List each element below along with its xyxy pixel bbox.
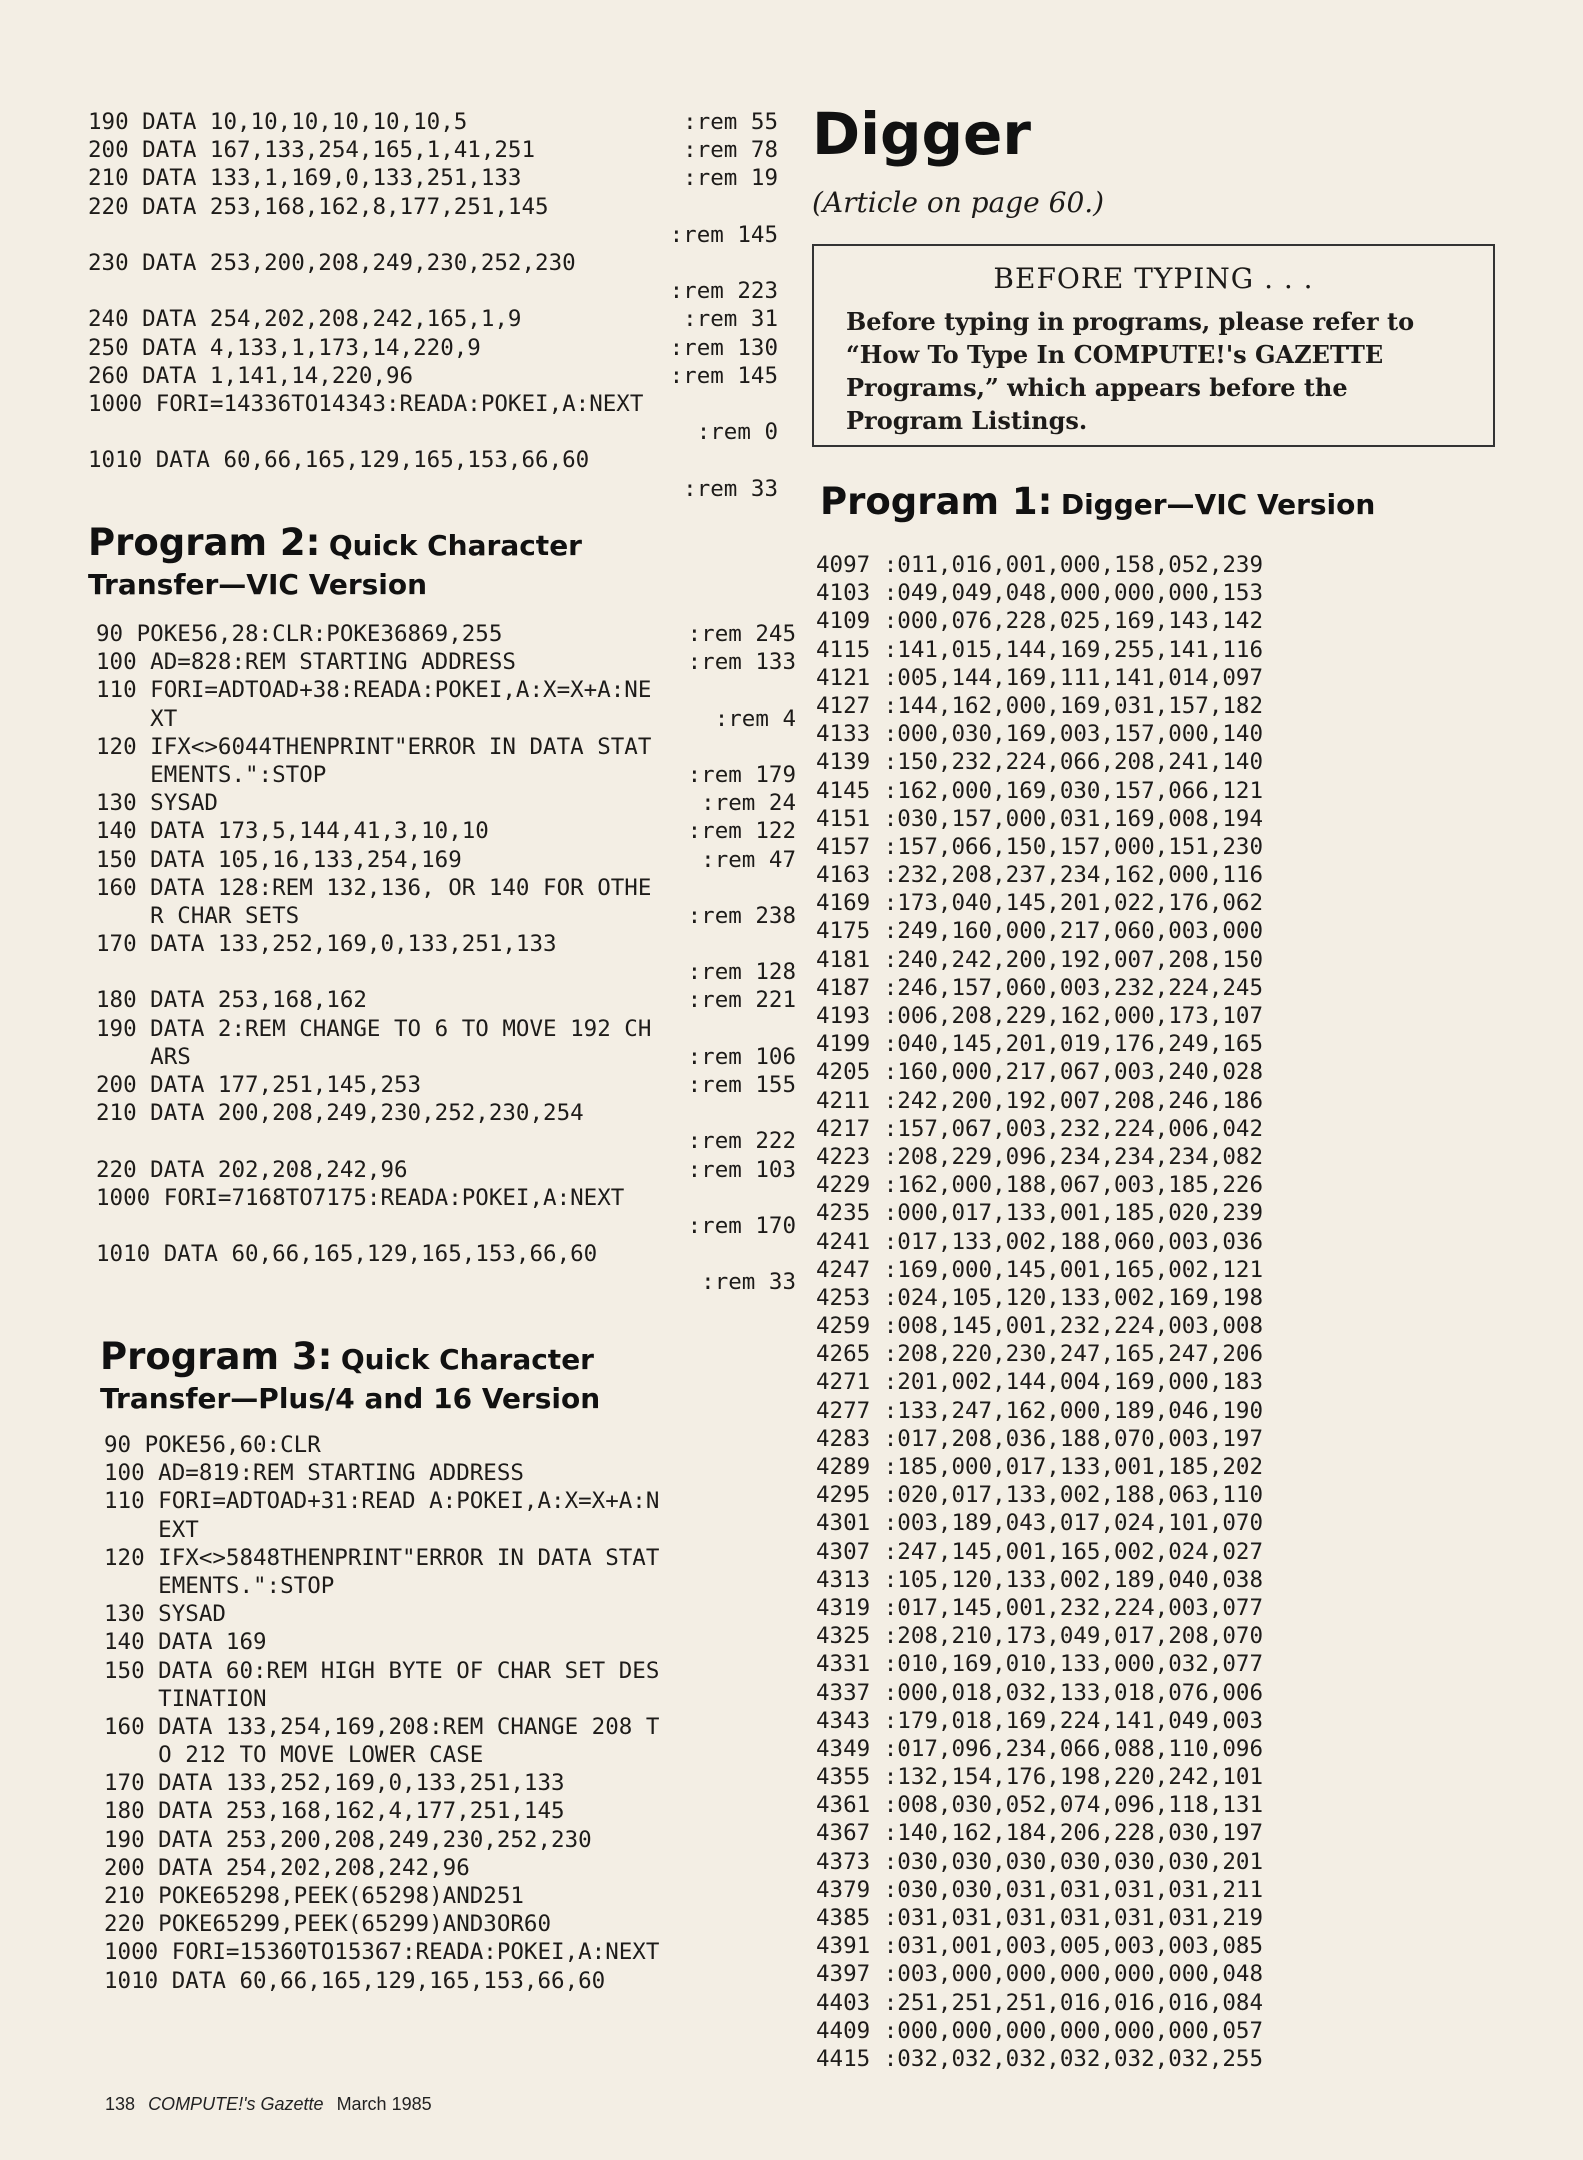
code-line xyxy=(96,1043,796,1071)
code-line xyxy=(88,164,778,192)
program-2-listing xyxy=(96,620,796,1297)
code-line xyxy=(816,1284,1396,1312)
rem-checksum: :rem 122 xyxy=(687,818,796,845)
code-text: 4415 :032,032,032,032,032,032,255 xyxy=(816,2045,1264,2072)
code-line xyxy=(104,1826,794,1854)
code-text: 4319 :017,145,001,232,224,003,077 xyxy=(816,1594,1264,1621)
code-line xyxy=(816,1397,1396,1425)
code-text: R CHAR SETS xyxy=(96,902,300,929)
code-line xyxy=(96,902,796,930)
code-line xyxy=(816,1707,1396,1735)
code-line xyxy=(104,1797,794,1825)
code-line xyxy=(816,1481,1396,1509)
code-line xyxy=(816,1566,1396,1594)
code-line xyxy=(816,1538,1396,1566)
code-line xyxy=(96,620,796,648)
rem-checksum: :rem 155 xyxy=(687,1072,796,1099)
code-line xyxy=(816,1848,1396,1876)
code-text: 4349 :017,096,234,066,088,110,096 xyxy=(816,1735,1264,1762)
code-text: 4409 :000,000,000,000,000,000,057 xyxy=(816,2017,1264,2044)
code-text: 4103 :049,049,048,000,000,000,153 xyxy=(816,580,1264,607)
code-line xyxy=(104,1628,794,1656)
code-text: 260 DATA 1,141,14,220,96 xyxy=(88,362,414,389)
code-text: 120 IFX<>5848THENPRINT"ERROR IN DATA STAT xyxy=(104,1544,660,1571)
code-text: 4211 :242,200,192,007,208,246,186 xyxy=(816,1087,1264,1114)
code-text: 4127 :144,162,000,169,031,157,182 xyxy=(816,692,1264,719)
code-line xyxy=(88,193,778,249)
rem-checksum: :rem 145 xyxy=(669,362,778,389)
page-number: 138 xyxy=(105,2094,136,2114)
code-text: 4193 :006,208,229,162,000,173,107 xyxy=(816,1003,1264,1029)
code-line xyxy=(816,1368,1396,1396)
code-text: 4391 :031,001,003,005,003,003,085 xyxy=(816,1933,1264,1960)
code-text: 90 POKE56,28:CLR:POKE36869,255 xyxy=(96,621,503,647)
code-line xyxy=(816,1622,1396,1650)
code-text: 140 DATA 173,5,144,41,3,10,10 xyxy=(96,818,489,845)
program-3-subtitle: Transfer—Plus/4 and 16 Version xyxy=(100,1382,601,1415)
rem-checksum: :rem 222 xyxy=(687,1128,796,1155)
code-line xyxy=(96,846,796,874)
code-text: 110 FORI=ADTOAD+31:READ A:POKEI,A:X=X+A:N xyxy=(104,1488,660,1515)
code-line xyxy=(816,2045,1396,2073)
code-text: 190 DATA 2:REM CHANGE TO 6 TO MOVE 192 CH xyxy=(96,1015,652,1042)
code-text: 4205 :160,000,217,067,003,240,028 xyxy=(816,1059,1264,1086)
before-typing-box xyxy=(812,244,1495,447)
rem-checksum: :rem 245 xyxy=(687,621,796,647)
code-text: 4229 :162,000,188,067,003,185,226 xyxy=(816,1172,1264,1199)
code-text: 90 POKE56,60:CLR xyxy=(104,1432,321,1458)
code-text: 220 DATA 202,208,242,96 xyxy=(96,1156,408,1183)
rem-checksum: :rem 33 xyxy=(701,1269,796,1296)
rem-checksum: :rem 19 xyxy=(683,165,778,192)
code-line xyxy=(816,1087,1396,1115)
program-3-listing xyxy=(104,1431,794,1995)
rem-checksum: :rem 221 xyxy=(687,987,796,1014)
code-line xyxy=(88,305,778,333)
code-text: 200 DATA 254,202,208,242,96 xyxy=(104,1854,470,1881)
code-line xyxy=(88,446,778,502)
rem-checksum: :rem 4 xyxy=(714,705,796,732)
code-line xyxy=(88,390,778,446)
code-text: 4181 :240,242,200,192,007,208,150 xyxy=(816,946,1264,973)
code-line xyxy=(816,974,1396,1002)
code-text: 4247 :169,000,145,001,165,002,121 xyxy=(816,1256,1264,1283)
code-line xyxy=(816,551,1396,579)
code-text: 4307 :247,145,001,165,002,024,027 xyxy=(816,1538,1264,1565)
code-text: 1010 DATA 60,66,165,129,165,153,66,60 xyxy=(104,1967,606,1994)
code-text: 150 DATA 60:REM HIGH BYTE OF CHAR SET DES xyxy=(104,1657,660,1684)
code-line xyxy=(96,761,796,789)
code-line xyxy=(816,720,1396,748)
code-text: 4157 :157,066,150,157,000,151,230 xyxy=(816,833,1264,860)
code-line xyxy=(88,334,778,362)
code-text: 4151 :030,157,000,031,169,008,194 xyxy=(816,805,1264,832)
code-text: 4403 :251,251,251,016,016,016,084 xyxy=(816,1989,1264,2016)
code-line xyxy=(816,664,1396,692)
code-text: 4295 :020,017,133,002,188,063,110 xyxy=(816,1482,1264,1509)
code-text: 4175 :249,160,000,217,060,003,000 xyxy=(816,918,1264,945)
code-line xyxy=(96,1156,796,1184)
code-text: 160 DATA 133,254,169,208:REM CHANGE 208 T xyxy=(104,1713,660,1740)
code-line xyxy=(88,249,778,305)
code-text: 140 DATA 169 xyxy=(104,1629,267,1656)
code-text: 230 DATA 253,200,208,249,230,252,230 xyxy=(88,249,576,276)
code-text: ARS xyxy=(96,1043,191,1070)
rem-checksum: :rem 238 xyxy=(687,902,796,929)
rem-checksum: :rem 103 xyxy=(687,1156,796,1183)
code-text: 4343 :179,018,169,224,141,049,003 xyxy=(816,1707,1264,1734)
program-1-label: Program 1: xyxy=(820,480,1053,523)
code-text: 190 DATA 10,10,10,10,10,10,5 xyxy=(88,109,468,135)
code-text: 4265 :208,220,230,247,165,247,206 xyxy=(816,1341,1264,1368)
article-title: Digger xyxy=(812,100,1032,168)
code-text: 180 DATA 253,168,162,4,177,251,145 xyxy=(104,1798,565,1825)
code-line xyxy=(104,1882,794,1910)
code-text: 100 AD=828:REM STARTING ADDRESS xyxy=(96,649,516,676)
code-text: 4385 :031,031,031,031,031,031,219 xyxy=(816,1905,1264,1931)
code-text: 4133 :000,030,169,003,157,000,140 xyxy=(816,721,1264,748)
program-3-title: Quick Character xyxy=(340,1343,594,1376)
code-line xyxy=(816,1058,1396,1086)
code-line xyxy=(816,889,1396,917)
code-text: 4361 :008,030,052,074,096,118,131 xyxy=(816,1792,1264,1819)
code-text: 4259 :008,145,001,232,224,003,008 xyxy=(816,1313,1264,1340)
code-line xyxy=(816,748,1396,776)
code-line xyxy=(816,1425,1396,1453)
code-text: 4121 :005,144,169,111,141,014,097 xyxy=(816,664,1264,691)
code-text: 130 SYSAD xyxy=(104,1601,226,1628)
before-typing-body: Before typing in programs, please refer to “How To Type In COMPUTE!'s GAZETTE Programs,” which appears before the Program Listings. xyxy=(846,307,1415,435)
code-text: 4373 :030,030,030,030,030,030,201 xyxy=(816,1848,1264,1875)
code-line xyxy=(96,1240,796,1296)
code-line xyxy=(816,607,1396,635)
code-text: 4223 :208,229,096,234,234,234,082 xyxy=(816,1143,1264,1170)
code-line xyxy=(96,986,796,1014)
code-line xyxy=(88,108,778,136)
code-text: 160 DATA 128:REM 132,136, OR 140 FOR OTHE xyxy=(96,874,652,901)
code-text: 4115 :141,015,144,169,255,141,116 xyxy=(816,636,1264,663)
digger-machine-listing xyxy=(816,551,1396,2073)
code-line xyxy=(816,1904,1396,1932)
code-line xyxy=(104,1657,794,1685)
code-line xyxy=(96,733,796,761)
code-line xyxy=(816,1115,1396,1143)
code-text: 210 POKE65298,PEEK(65298)AND251 xyxy=(104,1883,524,1909)
code-line xyxy=(96,705,796,733)
code-line xyxy=(816,1228,1396,1256)
code-text: 220 POKE65299,PEEK(65299)AND3OR60 xyxy=(104,1911,552,1938)
magazine-name: COMPUTE!'s Gazette xyxy=(148,2094,324,2114)
code-text: 4145 :162,000,169,030,157,066,121 xyxy=(816,777,1264,804)
code-text: 4217 :157,067,003,232,224,006,042 xyxy=(816,1115,1264,1142)
code-text: 4277 :133,247,162,000,189,046,190 xyxy=(816,1397,1264,1424)
code-text: 1010 DATA 60,66,165,129,165,153,66,60 xyxy=(96,1241,598,1268)
program-1-tail-listing xyxy=(88,108,778,503)
code-line xyxy=(88,362,778,390)
code-line xyxy=(816,1932,1396,1960)
code-text: 200 DATA 167,133,254,165,1,41,251 xyxy=(88,137,536,164)
code-line xyxy=(96,1184,796,1240)
code-text: 4367 :140,162,184,206,228,030,197 xyxy=(816,1820,1264,1847)
code-text: 4241 :017,133,002,188,060,003,036 xyxy=(816,1228,1264,1255)
code-text: EMENTS.":STOP xyxy=(96,761,327,788)
code-line xyxy=(96,648,796,676)
rem-checksum: :rem 0 xyxy=(696,419,778,446)
code-text: 4313 :105,120,133,002,189,040,038 xyxy=(816,1566,1264,1593)
code-text: 110 FORI=ADTOAD+38:READA:POKEI,A:X=X+A:NE xyxy=(96,677,652,704)
rem-checksum: :rem 55 xyxy=(683,109,778,135)
rem-checksum: :rem 47 xyxy=(701,846,796,873)
code-line xyxy=(816,1143,1396,1171)
code-text: 100 AD=819:REM STARTING ADDRESS xyxy=(104,1460,524,1487)
code-text: 1000 FORI=7168TO7175:READA:POKEI,A:NEXT xyxy=(96,1184,625,1211)
code-text: 1000 FORI=15360TO15367:READA:POKEI,A:NEXT xyxy=(104,1939,660,1966)
program-1-title: Digger—VIC Version xyxy=(1060,488,1376,521)
code-text: 4289 :185,000,017,133,001,185,202 xyxy=(816,1454,1264,1480)
code-line xyxy=(816,1819,1396,1847)
code-text: 4169 :173,040,145,201,022,176,062 xyxy=(816,890,1264,917)
code-text: 1000 FORI=14336TO14343:READA:POKEI,A:NEXT xyxy=(88,390,644,417)
program-1-heading xyxy=(820,480,1375,523)
code-text: 1010 DATA 60,66,165,129,165,153,66,60 xyxy=(88,447,590,474)
code-text: 220 DATA 253,168,162,8,177,251,145 xyxy=(88,193,549,220)
code-line xyxy=(816,777,1396,805)
article-reference: (Article on page 60.) xyxy=(812,186,1105,219)
code-text: 4109 :000,076,228,025,169,143,142 xyxy=(816,608,1264,635)
code-text: 120 IFX<>6044THENPRINT"ERROR IN DATA STAT xyxy=(96,733,652,760)
code-line xyxy=(816,1735,1396,1763)
code-text: 170 DATA 133,252,169,0,133,251,133 xyxy=(104,1770,565,1797)
code-text: 4283 :017,208,036,188,070,003,197 xyxy=(816,1425,1264,1452)
code-text: 4331 :010,169,010,133,000,032,077 xyxy=(816,1651,1264,1678)
code-line xyxy=(104,1600,794,1628)
code-line xyxy=(816,805,1396,833)
rem-checksum: :rem 130 xyxy=(669,334,778,361)
rem-checksum: :rem 78 xyxy=(683,137,778,164)
code-line xyxy=(816,2017,1396,2045)
code-line xyxy=(816,1256,1396,1284)
code-line xyxy=(96,789,796,817)
code-line xyxy=(816,1030,1396,1058)
code-line xyxy=(816,636,1396,664)
code-line xyxy=(816,1171,1396,1199)
program-2-label: Program 2: xyxy=(88,521,321,564)
code-text: 150 DATA 105,16,133,254,169 xyxy=(96,846,462,873)
code-text: 250 DATA 4,133,1,173,14,220,9 xyxy=(88,334,481,361)
code-line xyxy=(816,946,1396,974)
code-text: 4325 :208,210,173,049,017,208,070 xyxy=(816,1623,1264,1650)
code-line xyxy=(816,1340,1396,1368)
code-line xyxy=(816,917,1396,945)
code-line xyxy=(816,1763,1396,1791)
code-line xyxy=(104,1769,794,1797)
code-line xyxy=(816,1960,1396,1988)
issue-date: March 1985 xyxy=(336,2094,432,2114)
code-text: 4379 :030,030,031,031,031,031,211 xyxy=(816,1876,1264,1903)
code-text: 4301 :003,189,043,017,024,101,070 xyxy=(816,1510,1264,1537)
code-text: 180 DATA 253,168,162 xyxy=(96,987,367,1014)
program-3-heading xyxy=(100,1335,600,1415)
code-text: TINATION xyxy=(104,1685,267,1712)
rem-checksum: :rem 33 xyxy=(683,475,778,502)
code-text: EXT xyxy=(104,1516,199,1543)
code-text: 4337 :000,018,032,133,018,076,006 xyxy=(816,1679,1264,1706)
rem-checksum: :rem 128 xyxy=(687,959,796,986)
code-text: 210 DATA 133,1,169,0,133,251,133 xyxy=(88,165,522,192)
code-line xyxy=(96,930,796,986)
code-text: XT xyxy=(96,705,178,732)
code-line xyxy=(96,1015,796,1043)
code-line xyxy=(96,874,796,902)
rem-checksum: :rem 170 xyxy=(687,1213,796,1240)
rem-checksum: :rem 133 xyxy=(687,649,796,676)
code-text: O 212 TO MOVE LOWER CASE xyxy=(104,1742,484,1769)
code-line xyxy=(816,1791,1396,1819)
code-line xyxy=(104,1431,794,1459)
code-line xyxy=(104,1572,794,1600)
code-text: 4097 :011,016,001,000,158,052,239 xyxy=(816,552,1264,578)
code-line xyxy=(816,1594,1396,1622)
code-text: 170 DATA 133,252,169,0,133,251,133 xyxy=(96,931,557,958)
page-footer xyxy=(105,2094,432,2115)
code-text: 4187 :246,157,060,003,232,224,245 xyxy=(816,974,1264,1001)
code-line xyxy=(104,1544,794,1572)
code-line xyxy=(816,692,1396,720)
code-line xyxy=(816,1679,1396,1707)
code-text: 190 DATA 253,200,208,249,230,252,230 xyxy=(104,1826,592,1853)
code-line xyxy=(104,1741,794,1769)
code-line xyxy=(816,833,1396,861)
code-line xyxy=(104,1910,794,1938)
code-line xyxy=(816,1002,1396,1030)
code-line xyxy=(104,1487,794,1515)
rem-checksum: :rem 145 xyxy=(669,221,778,248)
code-text: 200 DATA 177,251,145,253 xyxy=(96,1072,422,1099)
code-line xyxy=(816,1650,1396,1678)
code-text: 4271 :201,002,144,004,169,000,183 xyxy=(816,1369,1264,1396)
rem-checksum: :rem 106 xyxy=(687,1043,796,1070)
code-text: 4163 :232,208,237,234,162,000,116 xyxy=(816,862,1264,889)
code-text: 4199 :040,145,201,019,176,249,165 xyxy=(816,1031,1264,1058)
code-line xyxy=(104,1516,794,1544)
code-line xyxy=(816,861,1396,889)
code-text: 210 DATA 200,208,249,230,252,230,254 xyxy=(96,1100,584,1127)
code-line xyxy=(104,1967,794,1995)
rem-checksum: :rem 223 xyxy=(669,278,778,305)
code-line xyxy=(816,579,1396,607)
program-3-label: Program 3: xyxy=(100,1335,333,1378)
rem-checksum: :rem 179 xyxy=(687,761,796,788)
code-line xyxy=(104,1459,794,1487)
code-line xyxy=(816,1453,1396,1481)
rem-checksum: :rem 31 xyxy=(683,306,778,333)
code-line xyxy=(104,1854,794,1882)
code-text: 4253 :024,105,120,133,002,169,198 xyxy=(816,1284,1264,1311)
program-2-title: Quick Character xyxy=(328,529,582,562)
code-line xyxy=(96,676,796,704)
code-line xyxy=(104,1938,794,1966)
code-text: 4355 :132,154,176,198,220,242,101 xyxy=(816,1764,1264,1791)
code-text: 130 SYSAD xyxy=(96,790,218,817)
program-2-heading xyxy=(88,521,582,601)
code-text: 4139 :150,232,224,066,208,241,140 xyxy=(816,749,1264,776)
code-text: 4397 :003,000,000,000,000,000,048 xyxy=(816,1961,1264,1988)
code-text: 4235 :000,017,133,001,185,020,239 xyxy=(816,1200,1264,1227)
code-line xyxy=(96,1099,796,1155)
before-typing-heading: BEFORE TYPING . . . xyxy=(993,262,1314,295)
code-line xyxy=(104,1713,794,1741)
rem-checksum: :rem 24 xyxy=(701,790,796,817)
code-line xyxy=(96,817,796,845)
code-line xyxy=(816,1989,1396,2017)
code-line xyxy=(88,136,778,164)
code-text: EMENTS.":STOP xyxy=(104,1572,335,1599)
code-line xyxy=(816,1312,1396,1340)
code-line xyxy=(816,1876,1396,1904)
program-2-subtitle: Transfer—VIC Version xyxy=(88,568,428,601)
code-line xyxy=(96,1071,796,1099)
code-line xyxy=(104,1685,794,1713)
code-text: 240 DATA 254,202,208,242,165,1,9 xyxy=(88,306,522,333)
code-line xyxy=(816,1509,1396,1537)
right-column xyxy=(812,100,1512,2072)
code-line xyxy=(816,1199,1396,1227)
